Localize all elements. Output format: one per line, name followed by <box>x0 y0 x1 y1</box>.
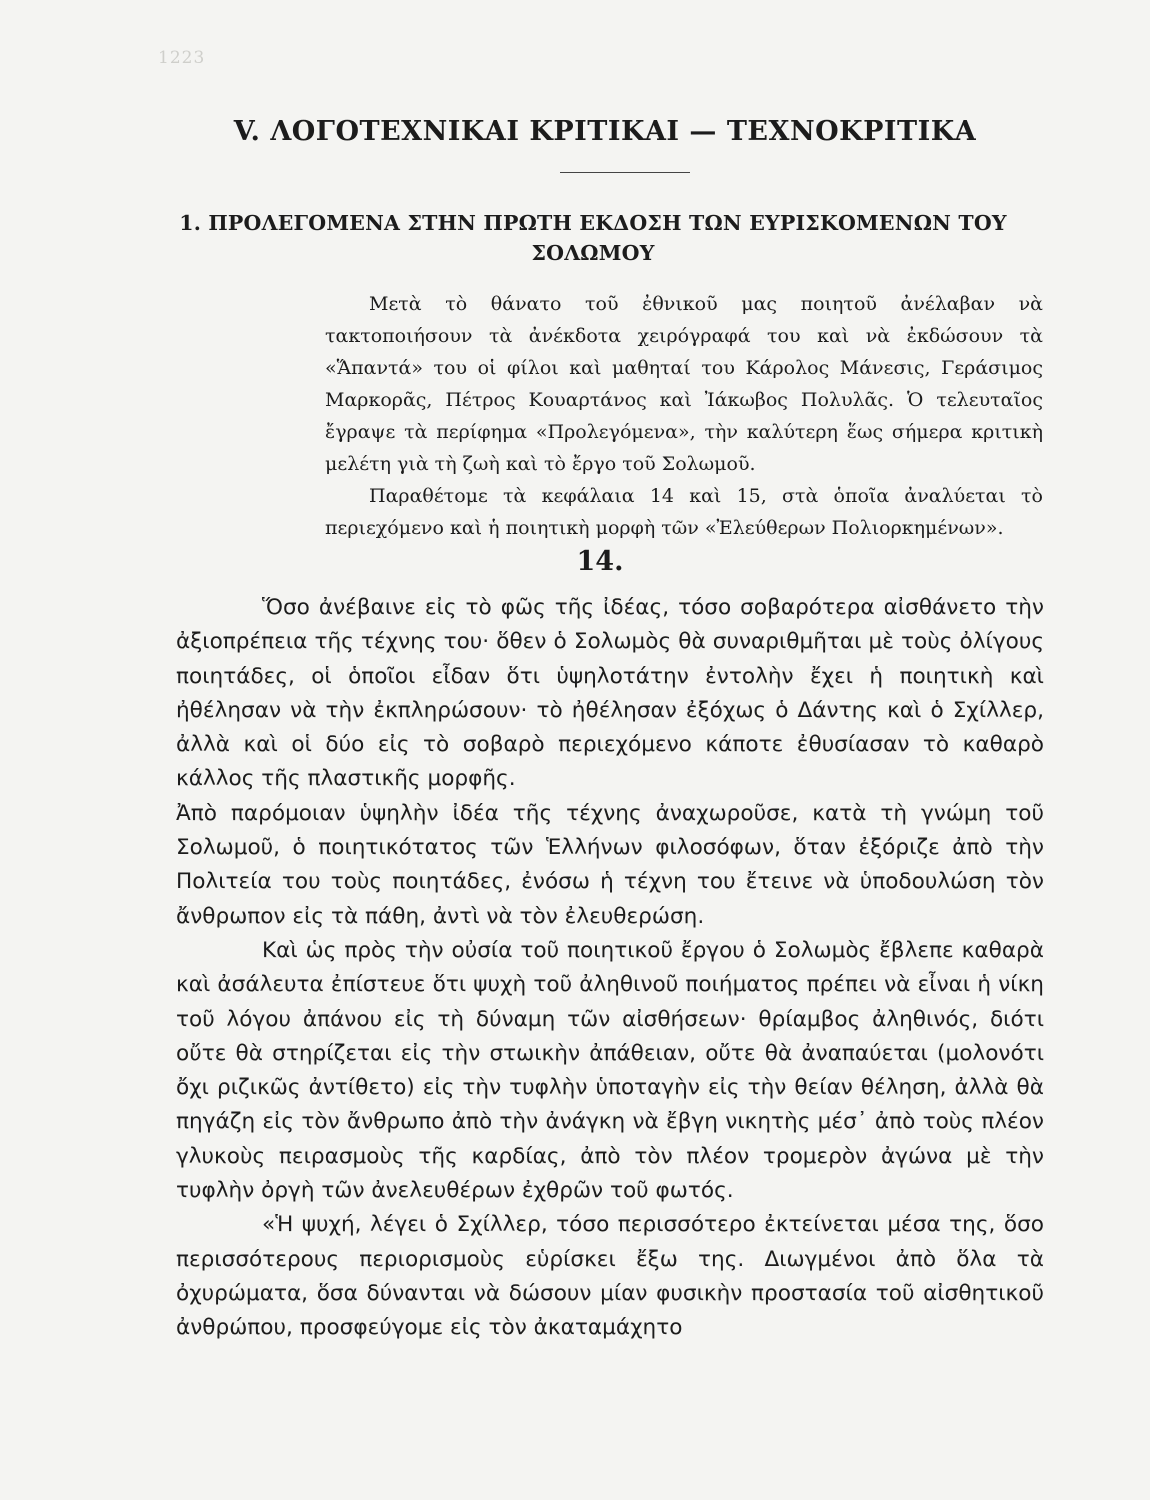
chapter-title: 1. ΠΡΟΛΕΓΟΜΕΝΑ ΣΤΗΝ ΠΡΩΤΗ ΕΚΔΟΣΗ ΤΩΝ ΕΥΡΙΣΚΟΜΕΝΩΝ ΤΟΥ ΣΟΛΩΜΟΥ <box>179 211 1007 265</box>
body-paragraph: Ὅσο ἀνέβαινε εἰς τὸ φῶς τῆς ἰδέας, τόσο σοβαρότερα αἰσθάνετο τὴν ἀξιοπρέπεια τῆς τέχνης του· ὅθεν ὁ Σολωμὸς θὰ συναριθμῆται μὲ τοὺς ὀλίγους ποιητάδες, οἱ ὁποῖοι εἶδαν ὅτι ὑψηλοτάτην ἐντολὴν ἔχει ἡ ποιητικὴ καὶ ἠθέλησαν νὰ τὴν ἐκπληρώσουν· τὸ ἠθέλησαν ἐξόχως ὁ Δάντης καὶ ὁ Σχίλλερ, ἀλλὰ καὶ οἱ δύο εἰς τὸ σοβαρὸ περιεχόμενο κάποτε ἐθυσίασαν τὸ καθαρὸ κάλλος τῆς πλαστικῆς μορφῆς. <box>176 595 1044 792</box>
intro-paragraph: Παραθέτομε τὰ κεφάλαια 14 καὶ 15, στὰ ὁποῖα ἀναλύεται τὸ περιεχόμενο καὶ ἡ ποιητικὴ μορφὴ τῶν «Ἐλεύθερων Πολιορκημένων». <box>325 485 1043 539</box>
body-paragraph: «Ἡ ψυχή, λέγει ὁ Σχίλλερ, τόσο περισσότερο ἐκτείνεται μέσα της, ὅσο περισσότερους περιορισμοὺς εὑρίσκει ἔξω της. Διωγμένοι ἀπὸ ὅλα τὰ ὀχυρώματα, ὅσα δύνανται νὰ δώσουν μίαν φυσικὴν προστασία τοῦ αἰσθητικοῦ ἀνθρώπου, προσφεύγομε εἰς τὸν ἀκαταμάχητο <box>176 1212 1044 1341</box>
page-number: 1223 <box>158 48 206 68</box>
main-text <box>176 591 1044 1346</box>
editor-introduction <box>325 288 1043 544</box>
body-paragraph: Ἀπὸ παρόμοιαν ὑψηλὴν ἰδέα τῆς τέχνης ἀναχωροῦσε, κατὰ τὴ γνώμη τοῦ Σολωμοῦ, ὁ ποιητικότατος τῶν Ἑλλήνων φιλοσόφων, ὅταν ἐξόριζε ἀπὸ τὴν Πολιτεία του τοὺς ποιητάδες, ἐνόσω ἡ τέχνη του ἔτεινε νὰ ὑποδουλώση τὸν ἄνθρωπον εἰς τὰ πάθη, ἀντὶ νὰ τὸν ἐλευθερώση. <box>176 800 1044 929</box>
intro-paragraph: Μετὰ τὸ θάνατο τοῦ ἐθνικοῦ μας ποιητοῦ ἀνέλαβαν νὰ τακτοποιήσουν τὰ ἀνέκδοτα χειρόγραφά του καὶ νὰ ἐκδώσουν τὰ «Ἅπαντά» του οἱ φίλοι καὶ μαθηταί του Κάρολος Μάνεσις, Γεράσιμος Μαρκορᾶς, Πέτρος Κουαρτάνος καὶ Ἰάκωβος Πολυλᾶς. Ὁ τελευταῖος ἔγραψε τὰ περίφημα «Προλεγόμενα», τὴν καλύτερη ἕως σήμερα κριτικὴ μελέτη γιὰ τὴ ζωὴ καὶ τὸ ἔργο τοῦ Σολωμοῦ. <box>325 293 1043 475</box>
section-title: V. ΛΟΓΟΤΕΧΝΙΚΑΙ ΚΡΙΤΙΚΑΙ — ΤΕΧΝΟΚΡΙΤΙΚΑ <box>233 116 977 147</box>
title-divider <box>560 172 690 173</box>
chapter-number: 14. <box>576 546 624 577</box>
body-paragraph: Καὶ ὡς πρὸς τὴν οὐσία τοῦ ποιητικοῦ ἔργου ὁ Σολωμὸς ἔβλεπε καθαρὰ καὶ ἀσάλευτα ἐπίστευε ὅτι ψυχὴ τοῦ ἀληθινοῦ ποιήματος πρέπει νὰ εἶναι ἡ νίκη τοῦ λόγου ἀπάνου εἰς τὴ δύναμη τῶν αἰσθήσεων· θρίαμβος ἀληθινός, διότι οὔτε θὰ στηρίζεται εἰς τὴν στωικὴν ἀπάθειαν, οὔτε θὰ ἀναπαύεται (μολονότι ὄχι ριζικῶς ἀντίθετο) εἰς τὴν τυφλὴν ὑποταγὴν εἰς τὴν θείαν θέληση, ἀλλὰ θὰ πηγάζη εἰς τὸν ἄνθρωπο ἀπὸ τὴν ἀνάγκη νὰ ἔβγη νικητὴς μέσ᾽ ἀπὸ τοὺς πλέον γλυκοὺς πειρασμοὺς τῆς καρδίας, ἀπὸ τὸν πλέον τρομερὸν ἀγώνα μὲ τὴν τυφλὴν ὀργὴ τῶν ἀνελευθέρων ἐχθρῶν τοῦ φωτός. <box>176 937 1044 1204</box>
